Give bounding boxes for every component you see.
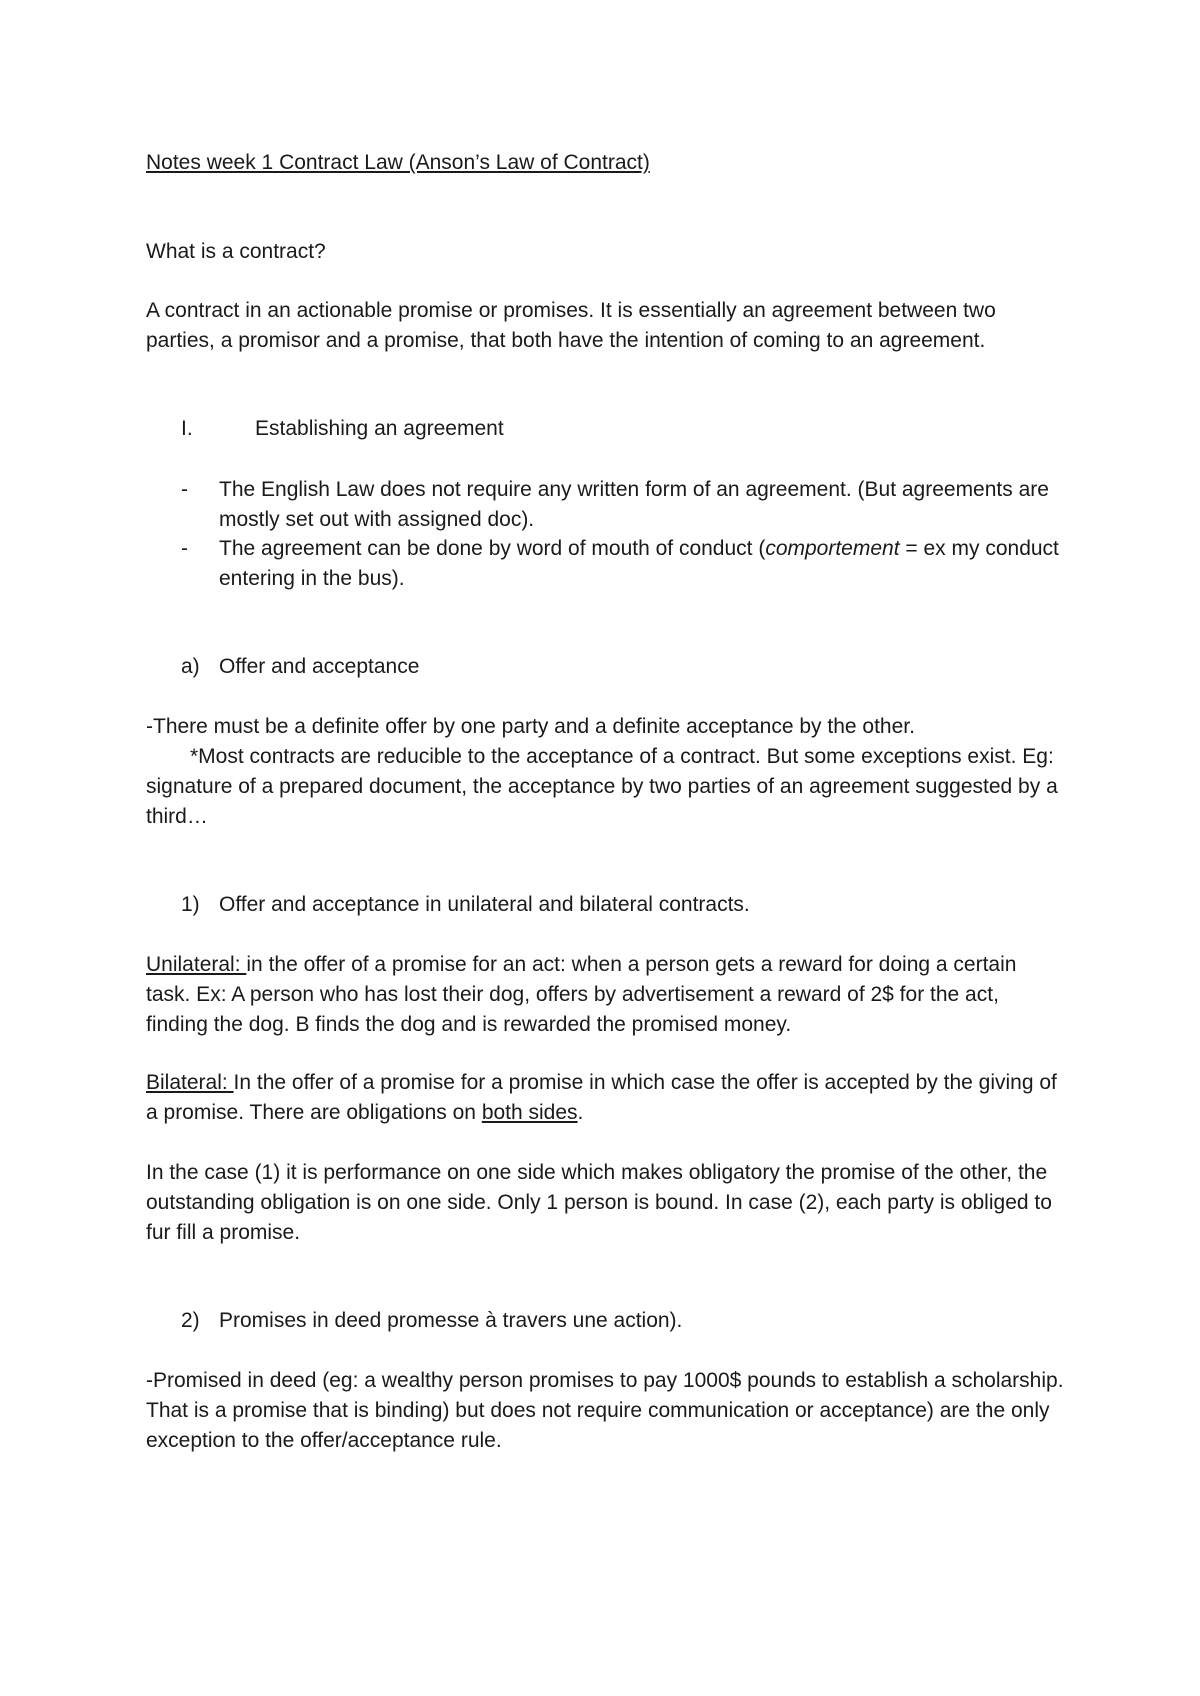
- unilateral-text: in the offer of a promise for an act: when a person gets a reward for doing a certain task. Ex: A person who has lost their dog, offers by advertisement a reward of 2$ for the act, finding the dog. B finds the dog and is rewarded the promised money.: [146, 953, 1017, 1036]
- intro-paragraph: A contract in an actionable promise or promises. It is essentially an agreement between two parties, a promisor and a promise, that both have the intention of coming to an agreement.: [146, 299, 996, 352]
- bilateral-paragraph: [146, 1068, 1066, 1128]
- offer-line: -There must be a definite offer by one party and a definite acceptance by the other.: [146, 715, 915, 738]
- bullet-emphasis: comportement: [765, 537, 900, 560]
- unilateral-label: Unilateral:: [146, 953, 247, 976]
- bullet-text: The English Law does not require any written form of an agreement. (But agreements are mostly set out with assigned doc).: [219, 478, 1049, 531]
- exceptions-paragraph: [146, 742, 1066, 832]
- bullet-text: [219, 534, 1059, 594]
- bullet-marker: -: [181, 537, 188, 560]
- question-heading: What is a contract?: [146, 240, 326, 263]
- subsection-heading: Promises in deed promesse à travers une action).: [219, 1309, 683, 1332]
- case-paragraph: In the case (1) it is performance on one side which makes obligatory the promise of the other, the outstanding obligation is on one side. Only 1 person is bound. In case (2), each party is obliged to fur fill a promise.: [146, 1161, 1052, 1244]
- section-heading: Establishing an agreement: [255, 417, 504, 440]
- bilateral-emphasis: both sides: [481, 1101, 578, 1124]
- unilateral-paragraph: [146, 950, 1066, 1040]
- exceptions-text: *Most contracts are reducible to the acceptance of a contract. But some exceptions exist. Eg: signature of a prepared document, the acceptance by two parties of an agreement suggested by a third…: [146, 745, 1058, 828]
- bullet-text-after: = ex my conduct entering in the bus).: [219, 537, 1059, 590]
- deed-paragraph: -Promised in deed (eg: a wealthy person promises to pay 1000$ pounds to establish a scholarship. That is a promise that is binding) but does not require communication or acceptance) are the only exception to the offer/acceptance rule.: [146, 1369, 1064, 1452]
- bilateral-label: Bilateral:: [146, 1071, 234, 1094]
- subsection-marker: 1): [181, 893, 200, 916]
- subsection-marker: a): [181, 655, 200, 678]
- section-number: I.: [181, 417, 193, 440]
- bilateral-text: In the offer of a promise for a promise in which case the offer is accepted by the giving of a promise. There are obligations on: [146, 1071, 1057, 1124]
- bullet-marker: -: [181, 478, 188, 501]
- subsection-marker: 2): [181, 1309, 200, 1332]
- subsection-heading: Offer and acceptance: [219, 655, 420, 678]
- bilateral-end: .: [577, 1101, 584, 1124]
- bullet-text-before: The agreement can be done by word of mouth of conduct (: [219, 537, 766, 560]
- document-title: Notes week 1 Contract Law (Anson’s Law of Contract): [146, 151, 650, 174]
- subsection-heading: Offer and acceptance in unilateral and bilateral contracts.: [219, 893, 750, 916]
